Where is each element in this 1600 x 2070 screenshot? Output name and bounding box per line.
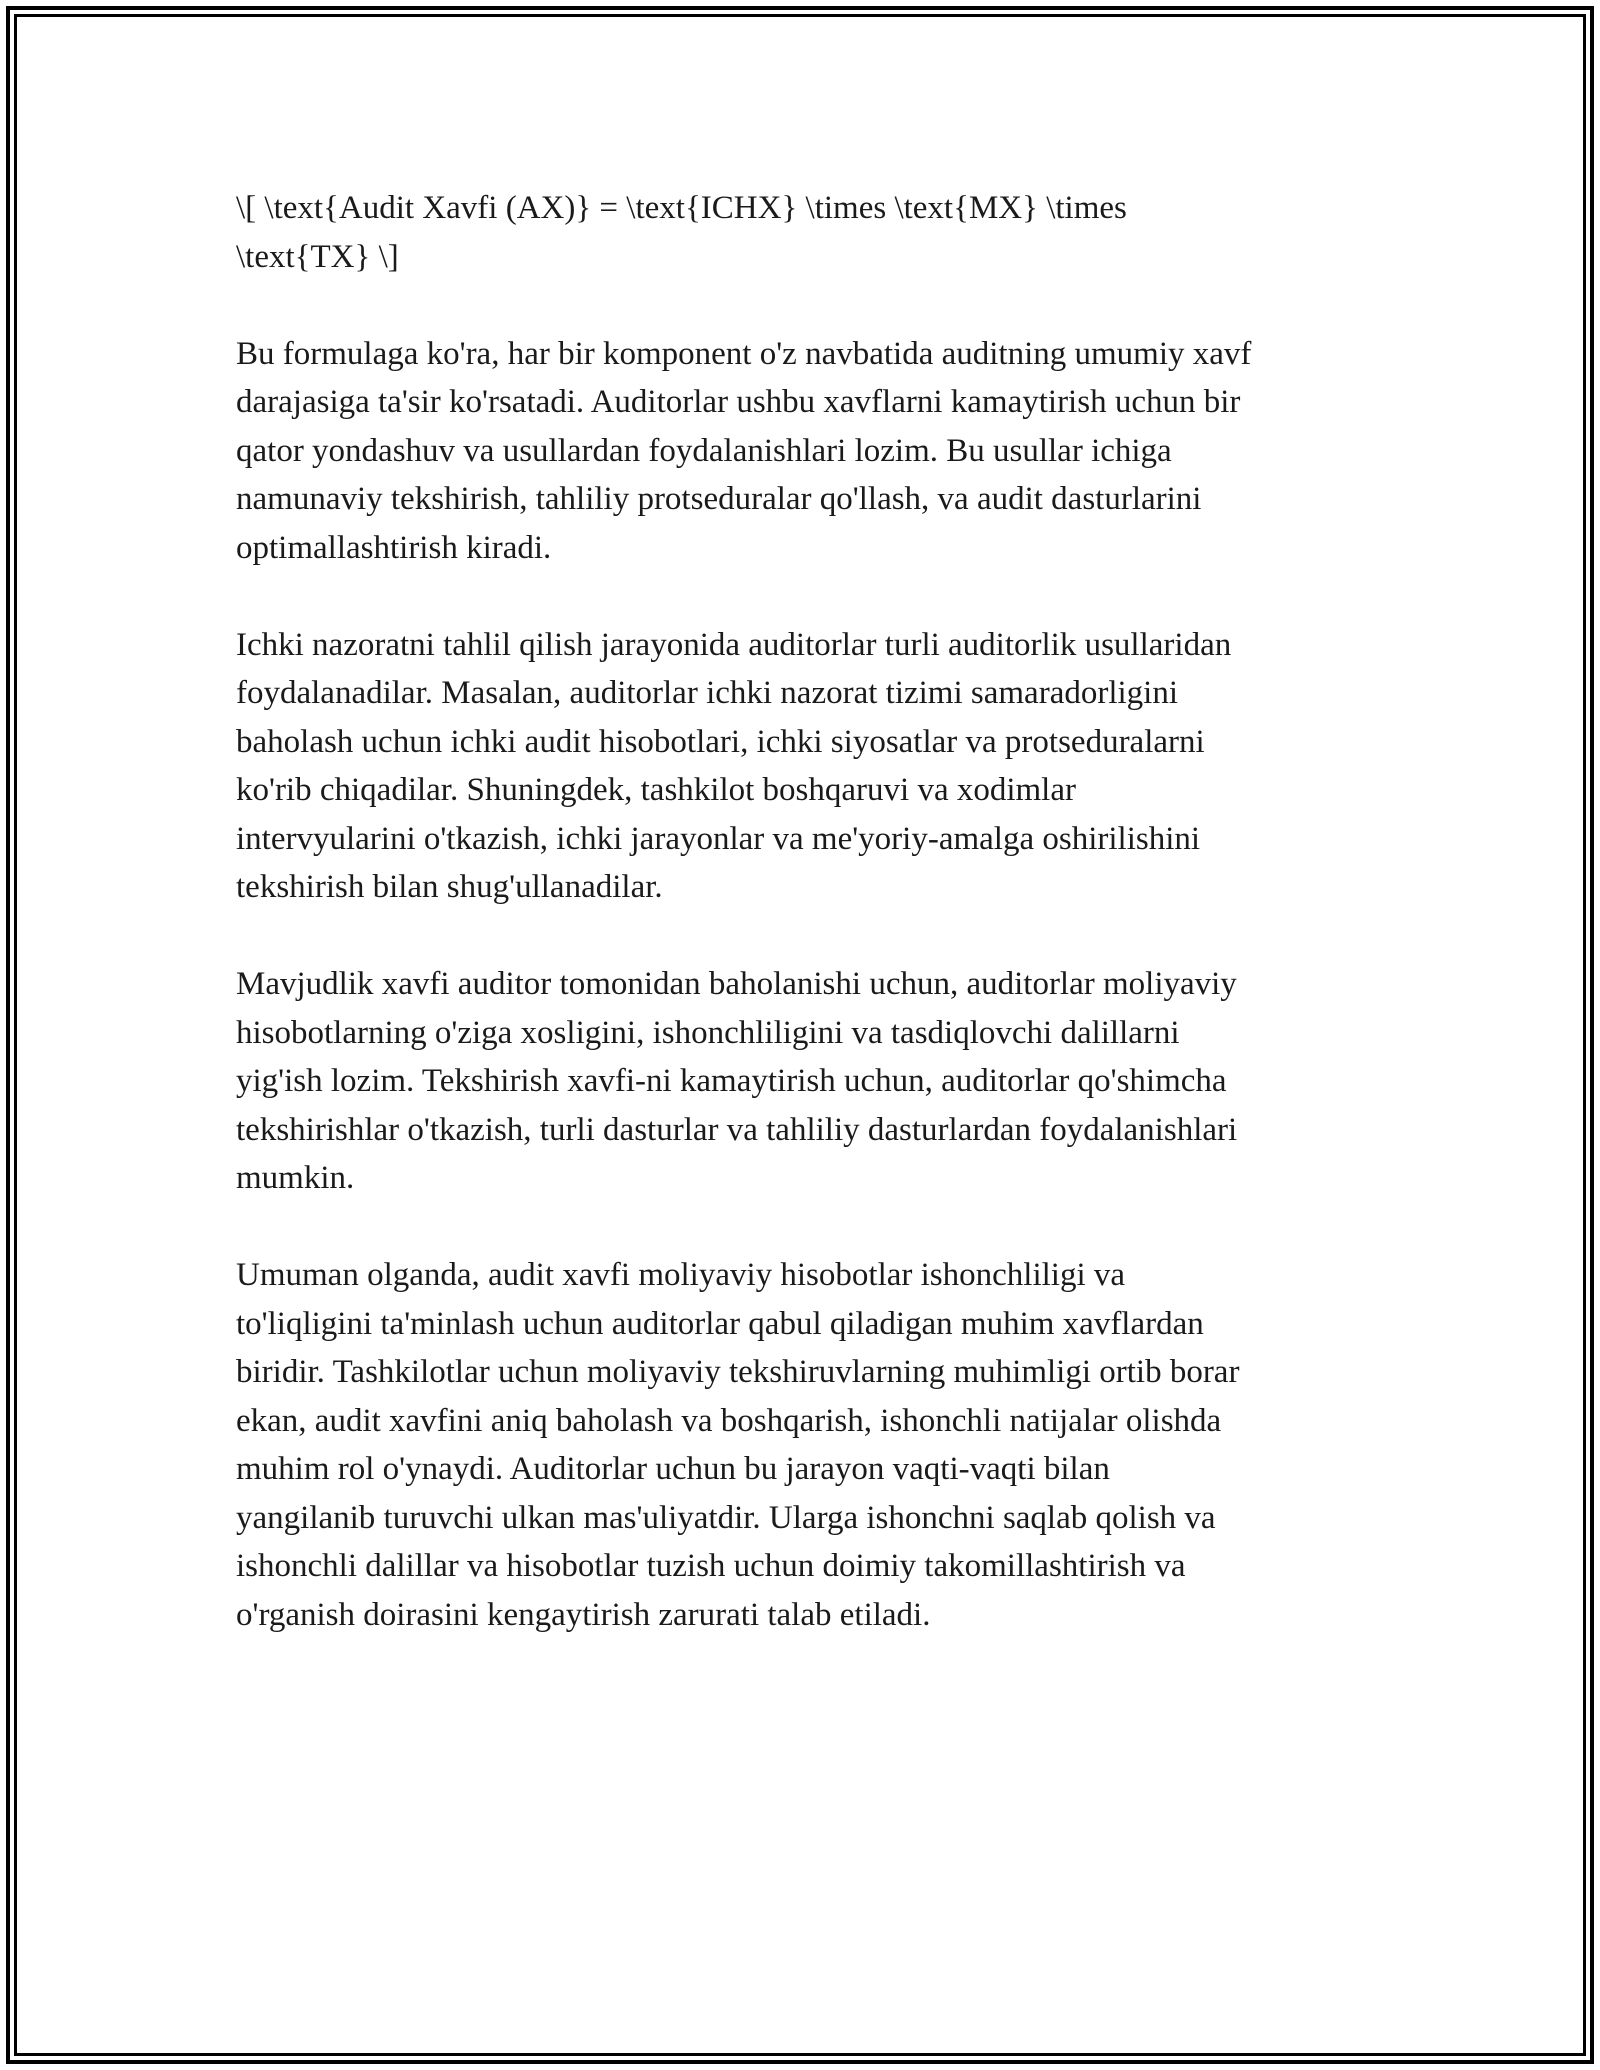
text-line: foydalanadilar. Masalan, auditorlar ichki nazorat tizimi samaradorligini bbox=[236, 675, 1178, 711]
text-line: \text{TX} \] bbox=[236, 238, 399, 275]
text-line: baholash uchun ichki audit hisobotlari, ichki siyosatlar va protseduralarni bbox=[236, 723, 1205, 760]
text-line: optimallashtirish kiradi. bbox=[236, 529, 552, 566]
formula-paragraph bbox=[236, 184, 1386, 281]
text-line: ko'rib chiqadilar. Shuningdek, tashkilot boshqaruvi va xodimlar bbox=[236, 772, 1076, 808]
text-line: Umuman olganda, audit xavfi moliyaviy hisobotlar ishonchliligi va bbox=[236, 1257, 1126, 1293]
text-line: muhim rol o'ynaydi. Auditorlar uchun bu jarayon vaqti-vaqti bilan bbox=[236, 1451, 1110, 1487]
text-line: to'liqligini ta'minlash uchun auditorlar qabul qiladigan muhim xavflardan bbox=[236, 1305, 1204, 1342]
body-paragraph bbox=[236, 330, 1386, 573]
text-line: tekshirish bilan shug'ullanadilar. bbox=[236, 869, 663, 905]
body-paragraph bbox=[236, 960, 1386, 1203]
document-body bbox=[236, 184, 1386, 1688]
text-line: Bu formulaga ko'ra, har bir komponent o'z navbatida auditning umumiy xavf bbox=[236, 335, 1252, 372]
text-line: intervyularini o'tkazish, ichki jarayonlar va me'yoriy-amalga oshirilishini bbox=[236, 820, 1201, 857]
text-line: yangilanib turuvchi ulkan mas'uliyatdir. Ularga ishonchni saqlab qolish va bbox=[236, 1499, 1216, 1536]
text-line: qator yondashuv va usullardan foydalanishlari lozim. Bu usullar ichiga bbox=[236, 432, 1172, 469]
text-line: Ichki nazoratni tahlil qilish jarayonida auditorlar turli auditorlik usullaridan bbox=[236, 626, 1232, 663]
text-line: yig'ish lozim. Tekshirish xavfi-ni kamaytirish uchun, auditorlar qo'shimcha bbox=[236, 1063, 1227, 1099]
text-line: \[ \text{Audit Xavfi (AX)} = \text{ICHX} \times \text{MX} \times bbox=[236, 190, 1127, 226]
text-line: darajasiga ta'sir ko'rsatadi. Auditorlar ushbu xavflarni kamaytirish uchun bir bbox=[236, 384, 1241, 420]
text-line: o'rganish doirasini kengaytirish zarurati talab etiladi. bbox=[236, 1596, 931, 1633]
text-line: namunaviy tekshirish, tahliliy protseduralar qo'llash, va audit dasturlarini bbox=[236, 481, 1202, 517]
text-line: ishonchli dalillar va hisobotlar tuzish uchun doimiy takomillashtirish va bbox=[236, 1548, 1186, 1584]
text-line: tekshirishlar o'tkazish, turli dasturlar va tahliliy dasturlardan foydalanishlari bbox=[236, 1111, 1238, 1148]
text-line: Mavjudlik xavfi auditor tomonidan baholanishi uchun, auditorlar moliyaviy bbox=[236, 966, 1237, 1002]
body-paragraph bbox=[236, 1251, 1386, 1639]
text-line: hisobotlarning o'ziga xosligini, ishonchliligini va tasdiqlovchi dalillarni bbox=[236, 1014, 1180, 1051]
body-paragraph bbox=[236, 621, 1386, 912]
text-line: mumkin. bbox=[236, 1160, 355, 1196]
text-line: ekan, audit xavfini aniq baholash va boshqarish, ishonchli natijalar olishda bbox=[236, 1402, 1222, 1439]
text-line: biridir. Tashkilotlar uchun moliyaviy tekshiruvlarning muhimligi ortib borar bbox=[236, 1354, 1240, 1390]
